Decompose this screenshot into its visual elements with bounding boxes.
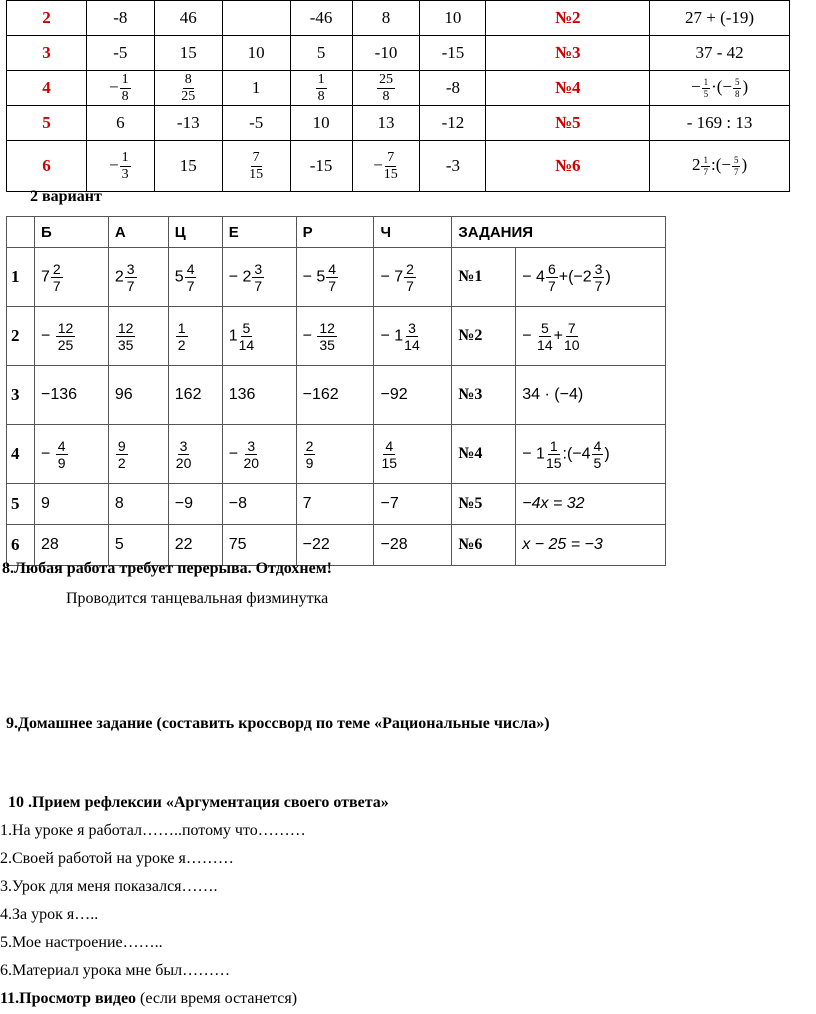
cell: − $\frac{3}{20}$	[222, 425, 296, 484]
cell: − 2 $\frac{3}{7}$	[222, 248, 296, 307]
task-expression: −4x = 32	[516, 484, 666, 525]
table-row	[7, 106, 790, 141]
task-label: №2	[486, 1, 650, 36]
cell: $\frac{2}{9}$	[296, 425, 374, 484]
cell: −8	[222, 484, 296, 525]
cell: 2 $\frac{3}{7}$	[108, 248, 168, 307]
task-label: №4	[452, 425, 516, 484]
cell: 22	[168, 525, 222, 566]
row-number: 2	[7, 307, 35, 366]
cell: −9	[168, 484, 222, 525]
task-expression: 2 $\frac{1}{7}$ :(− $\frac{5}{7}$ )	[650, 141, 790, 192]
cell: -8	[86, 1, 154, 36]
cell: − $\frac{1}{8}$	[86, 71, 154, 106]
column-header: Б	[34, 217, 108, 248]
corner-cell	[7, 217, 35, 248]
cell: − 7 $\frac{2}{7}$	[374, 248, 452, 307]
cell: 46	[154, 1, 222, 36]
table-row	[7, 425, 666, 484]
task-label: №5	[486, 106, 650, 141]
column-header: Ц	[168, 217, 222, 248]
table-row	[7, 71, 790, 106]
column-header: Р	[296, 217, 374, 248]
cell: -13	[154, 106, 222, 141]
cell: −136	[34, 366, 108, 425]
row-number: 6	[7, 525, 35, 566]
cell: − $\frac{12}{35}$	[296, 307, 374, 366]
cell: − $\frac{4}{9}$	[34, 425, 108, 484]
table-row	[7, 366, 666, 425]
task-expression: − $\frac{5}{14}$ + $\frac{7}{10}$	[516, 307, 666, 366]
task-expression: - 169 : 13	[650, 106, 790, 141]
cell: 15	[154, 36, 222, 71]
cell: $\frac{8}{25}$	[154, 71, 222, 106]
task-label: №2	[452, 307, 516, 366]
cell: 7	[296, 484, 374, 525]
cell: 162	[168, 366, 222, 425]
reflection-item: 6.Материал урока мне был………	[0, 962, 231, 979]
task-expression: − 4 $\frac{6}{7}$ +(−2 $\frac{3}{7}$ )	[516, 248, 666, 307]
cell: 15	[154, 141, 222, 192]
task-expression: 27 + (-19)	[650, 1, 790, 36]
task-label: №1	[452, 248, 516, 307]
row-number: 4	[7, 71, 87, 106]
reflection-item: 2.Своей работой на уроке я………	[0, 850, 234, 867]
task-label: №4	[486, 71, 650, 106]
row-number: 5	[7, 106, 87, 141]
cell: -5	[86, 36, 154, 71]
variant1-table	[6, 0, 790, 192]
cell: -15	[420, 36, 486, 71]
cell: 5	[290, 36, 352, 71]
cell: 5	[108, 525, 168, 566]
cell: −28	[374, 525, 452, 566]
column-header: А	[108, 217, 168, 248]
cell: 136	[222, 366, 296, 425]
cell: − $\frac{12}{25}$	[34, 307, 108, 366]
cell: $\frac{1}{8}$	[290, 71, 352, 106]
cell: −7	[374, 484, 452, 525]
task-label: №6	[486, 141, 650, 192]
cell: − 5 $\frac{4}{7}$	[296, 248, 374, 307]
row-number: 4	[7, 425, 35, 484]
cell: 6	[86, 106, 154, 141]
row-number: 2	[7, 1, 87, 36]
section-11-note: (если время останется)	[136, 990, 298, 1007]
task-label: №5	[452, 484, 516, 525]
cell: $\frac{3}{20}$	[168, 425, 222, 484]
column-header: Ч	[374, 217, 452, 248]
task-expression: 34 · (−4)	[516, 366, 666, 425]
reflection-item: 1.На уроке я работал……..потому что………	[0, 822, 306, 839]
row-number: 3	[7, 36, 87, 71]
header-row	[7, 217, 666, 248]
cell: 75	[222, 525, 296, 566]
cell: 1 $\frac{5}{14}$	[222, 307, 296, 366]
cell: -10	[352, 36, 420, 71]
column-header: Е	[222, 217, 296, 248]
cell: −22	[296, 525, 374, 566]
table-row	[7, 1, 790, 36]
cell: $\frac{1}{2}$	[168, 307, 222, 366]
cell: 10	[222, 36, 290, 71]
task-expression: 37 - 42	[650, 36, 790, 71]
section-11-title: 11.Просмотр видео	[0, 990, 137, 1007]
cell: $\frac{9}{2}$	[108, 425, 168, 484]
column-header: ЗАДАНИЯ	[452, 217, 666, 248]
cell: 10	[420, 1, 486, 36]
cell: -12	[420, 106, 486, 141]
row-number: 3	[7, 366, 35, 425]
table-row	[7, 141, 790, 192]
task-label: №6	[452, 525, 516, 566]
reflection-item: 4.За урок я…..	[0, 906, 99, 923]
cell: $\frac{4}{15}$	[374, 425, 452, 484]
section-11	[0, 990, 297, 1008]
cell: -5	[222, 106, 290, 141]
variant2-title: 2 вариант	[30, 188, 102, 205]
section-9-homework: 9.Домашнее задание (составить кроссворд по теме «Рациональные числа»)	[6, 715, 550, 732]
cell: 13	[352, 106, 420, 141]
cell: 8	[352, 1, 420, 36]
cell: 1	[222, 71, 290, 106]
task-label: №3	[486, 36, 650, 71]
table-row	[7, 307, 666, 366]
task-expression: − $\frac{1}{5}$ ·(− $\frac{5}{8}$ )	[650, 71, 790, 106]
cell: 7 $\frac{2}{7}$	[34, 248, 108, 307]
cell: 28	[34, 525, 108, 566]
section-8-subtitle: Проводится танцевальная физминутка	[66, 590, 329, 607]
task-expression: − 1 $\frac{1}{15}$ :(−4 $\frac{4}{5}$ )	[516, 425, 666, 484]
cell: 10	[290, 106, 352, 141]
cell: 5 $\frac{4}{7}$	[168, 248, 222, 307]
cell	[222, 1, 290, 36]
row-number: 1	[7, 248, 35, 307]
cell: −162	[296, 366, 374, 425]
cell: − 1 $\frac{3}{14}$	[374, 307, 452, 366]
row-number: 5	[7, 484, 35, 525]
cell: − $\frac{7}{15}$	[352, 141, 420, 192]
row-number: 6	[7, 141, 87, 192]
cell: 96	[108, 366, 168, 425]
cell: − $\frac{1}{3}$	[86, 141, 154, 192]
cell: -46	[290, 1, 352, 36]
table-row	[7, 36, 790, 71]
section-8-title: 8.Любая работа требует перерыва. Отдохнем!	[2, 560, 332, 577]
table-row	[7, 484, 666, 525]
section-10-title: 10 .Прием рефлексии «Аргументация своего ответа»	[8, 794, 389, 811]
cell: $\frac{7}{15}$	[222, 141, 290, 192]
cell: −92	[374, 366, 452, 425]
variant2-table	[6, 216, 666, 566]
task-expression: x − 25 = −3	[516, 525, 666, 566]
cell: 8	[108, 484, 168, 525]
cell: -3	[420, 141, 486, 192]
task-label: №3	[452, 366, 516, 425]
reflection-item: 5.Мое настроение……..	[0, 934, 163, 951]
cell: -15	[290, 141, 352, 192]
cell: $\frac{25}{8}$	[352, 71, 420, 106]
reflection-item: 3.Урок для меня показался…….	[0, 878, 218, 895]
table-row	[7, 248, 666, 307]
cell: $\frac{12}{35}$	[108, 307, 168, 366]
cell: 9	[34, 484, 108, 525]
cell: -8	[420, 71, 486, 106]
